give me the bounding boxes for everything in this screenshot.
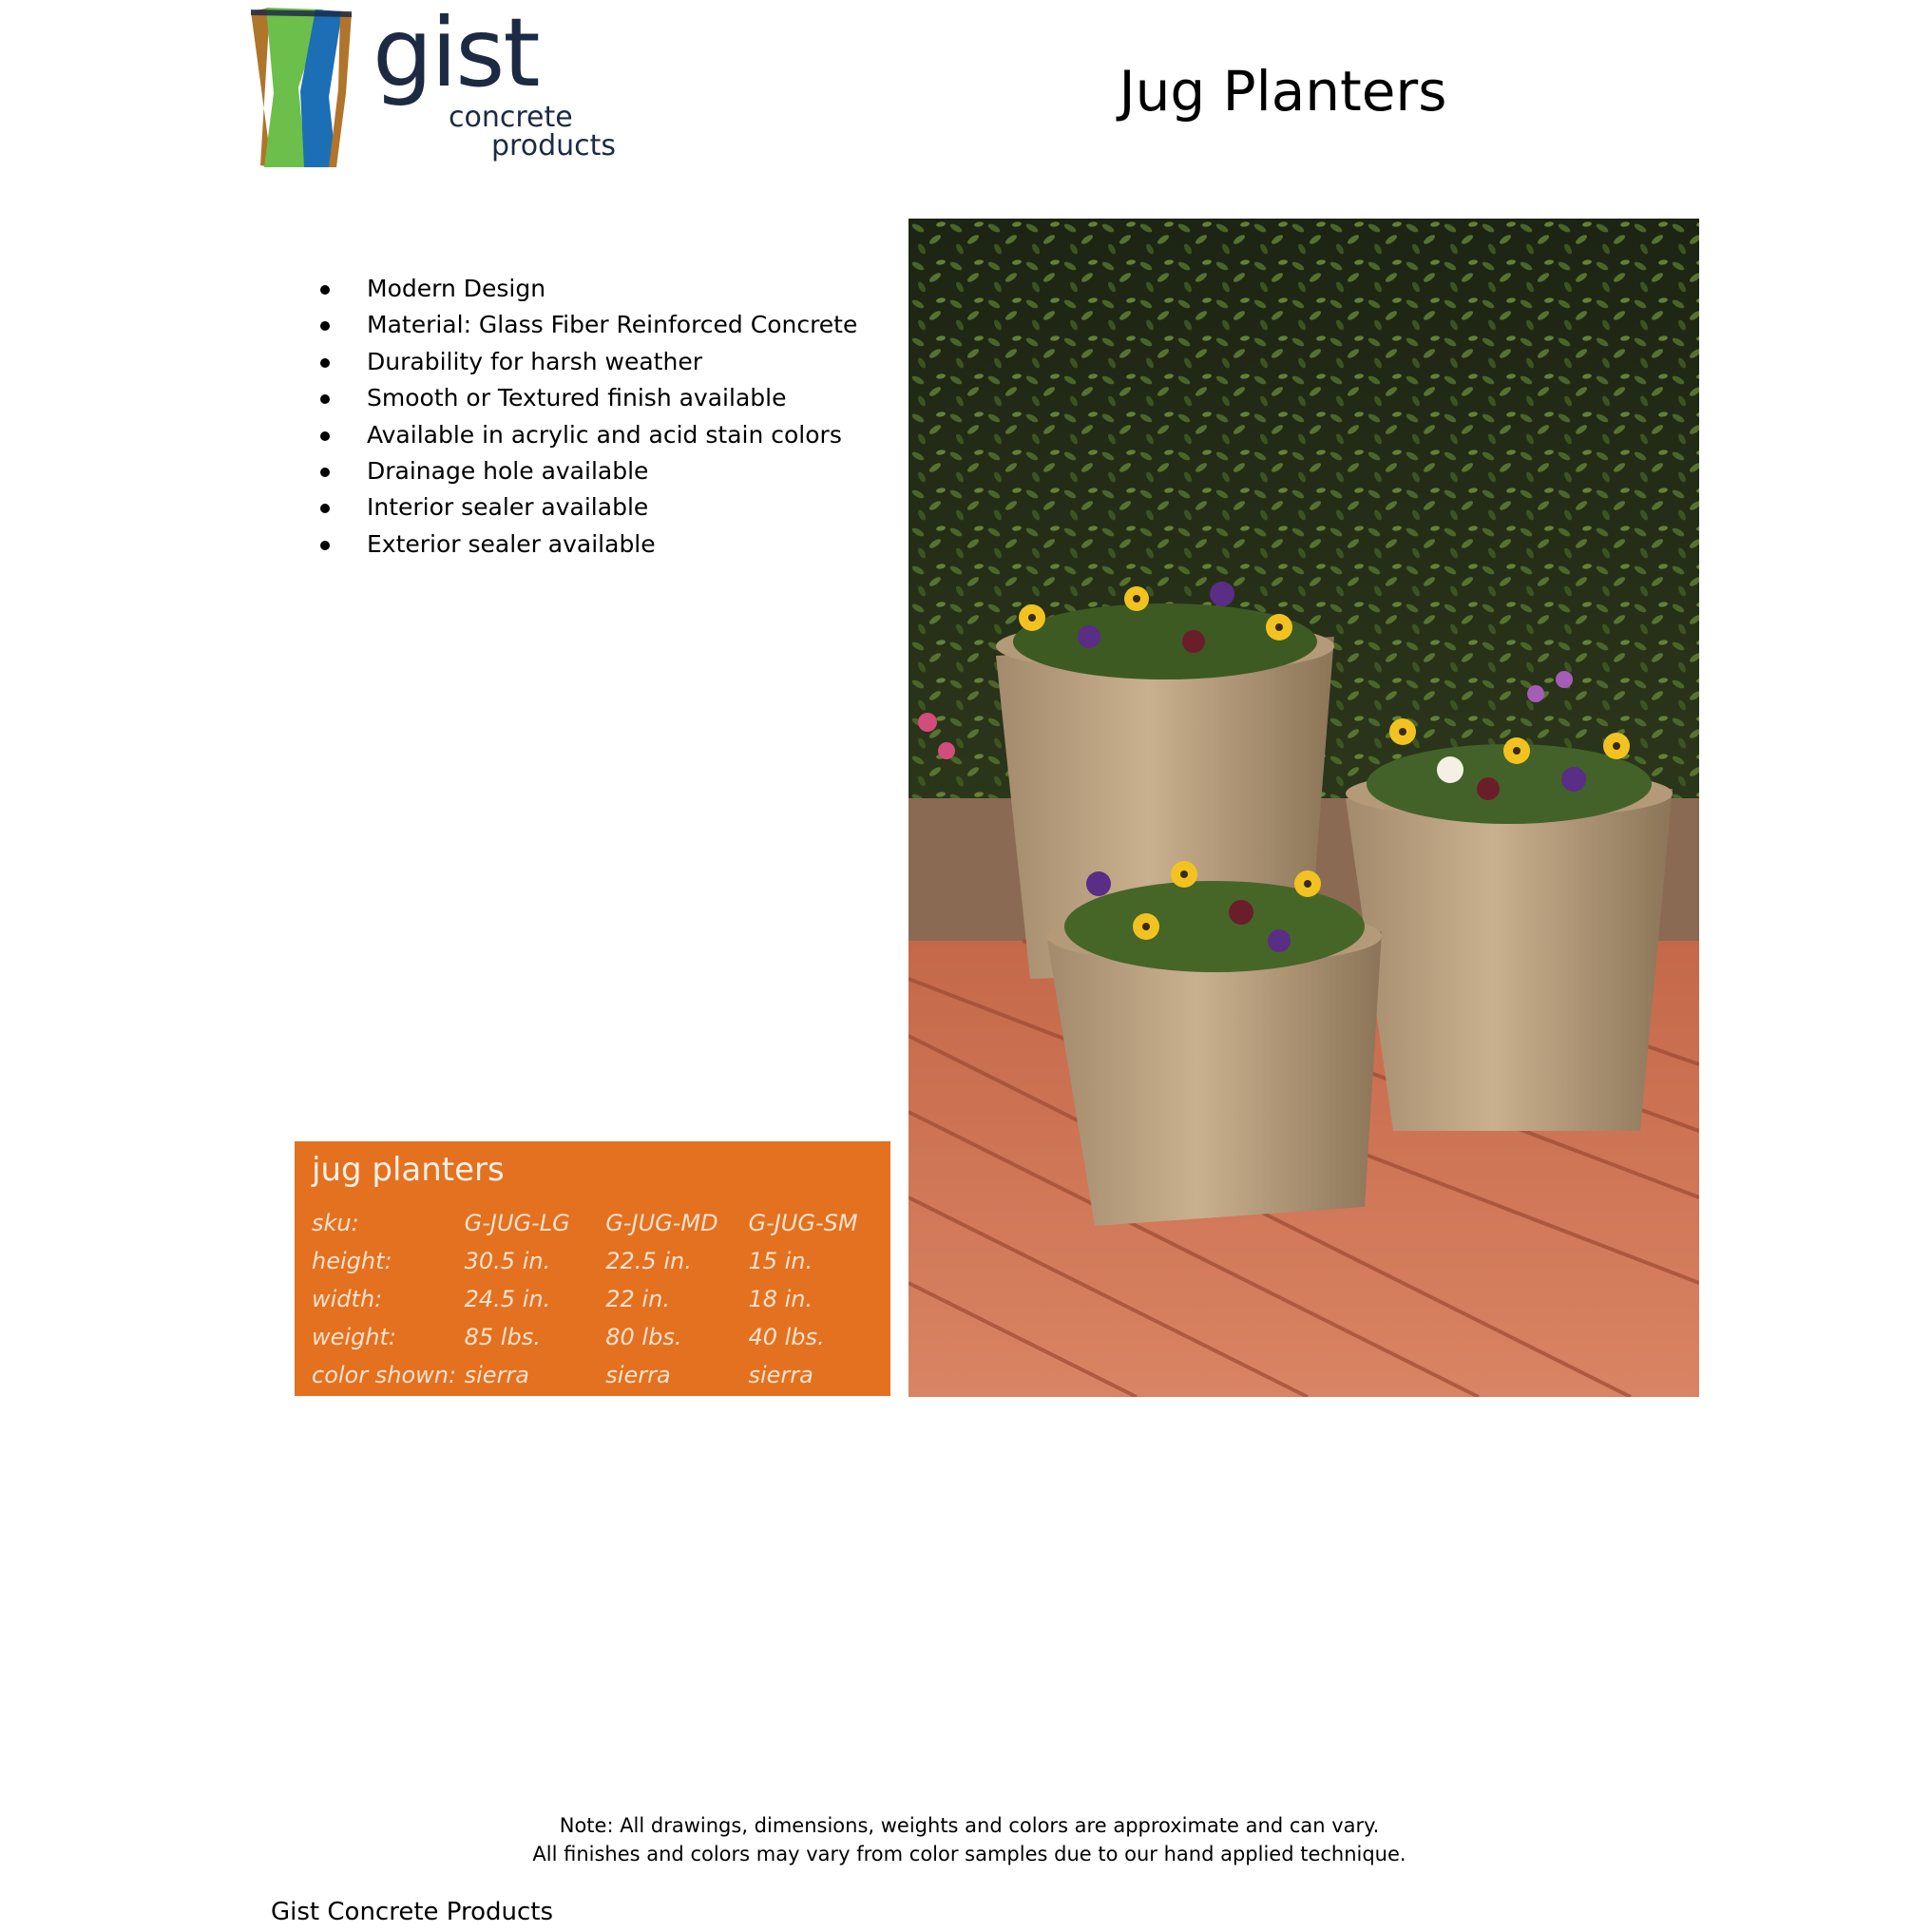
spec-value: G-JUG-MD xyxy=(605,1210,718,1236)
gist-logo-mark xyxy=(249,6,358,172)
spec-row-weight xyxy=(312,1318,890,1356)
spec-label: sku: xyxy=(312,1210,359,1236)
note-line-2: All finishes and colors may vary from color samples due to our hand applied technique. xyxy=(532,1843,1406,1865)
spec-value: 22 in. xyxy=(605,1286,670,1312)
product-photo xyxy=(909,219,1699,1397)
gist-logo xyxy=(249,0,617,172)
note-line-1: Note: All drawings, dimensions, weights and colors are approximate and can vary. xyxy=(559,1814,1380,1837)
disclaimer-note xyxy=(513,1811,1425,1868)
feature-item: Exterior sealer available xyxy=(314,526,857,563)
spec-value: G-JUG-LG xyxy=(464,1210,570,1236)
spec-value: 40 lbs. xyxy=(748,1324,825,1350)
spec-table xyxy=(312,1204,890,1394)
spec-label: height: xyxy=(312,1248,392,1274)
spec-value: sierra xyxy=(605,1362,671,1388)
spec-value: sierra xyxy=(464,1362,530,1388)
feature-item: Durability for harsh weather xyxy=(314,344,857,380)
page-title: Jug Planters xyxy=(1119,59,1447,124)
footer-company-name: Gist Concrete Products xyxy=(271,1898,554,1926)
spec-value: 80 lbs. xyxy=(605,1324,682,1350)
spec-row-sku xyxy=(312,1204,890,1242)
spec-row-color xyxy=(312,1356,890,1394)
feature-item: Modern Design xyxy=(314,271,857,307)
spec-value: 22.5 in. xyxy=(605,1248,692,1274)
spec-label: weight: xyxy=(312,1324,397,1350)
spec-label: width: xyxy=(312,1286,383,1312)
spec-value: G-JUG-SM xyxy=(748,1210,858,1236)
spec-value: 24.5 in. xyxy=(464,1286,551,1312)
logo-tagline-products: products xyxy=(491,129,617,163)
feature-item: Drainage hole available xyxy=(314,453,857,489)
spec-value: 18 in. xyxy=(748,1286,813,1312)
feature-list xyxy=(314,271,857,563)
spec-value: 30.5 in. xyxy=(464,1248,551,1274)
spec-label: color shown: xyxy=(312,1362,457,1388)
spec-value: 15 in. xyxy=(748,1248,813,1274)
spec-box xyxy=(295,1141,890,1396)
spec-row-height xyxy=(312,1242,890,1280)
spec-value: 85 lbs. xyxy=(464,1324,541,1350)
feature-item: Material: Glass Fiber Reinforced Concrete xyxy=(314,307,857,343)
spec-row-width xyxy=(312,1280,890,1318)
logo-tagline-concrete: concrete xyxy=(449,101,573,134)
feature-item: Interior sealer available xyxy=(314,489,857,526)
spec-box-title: jug planters xyxy=(312,1151,505,1189)
logo-wordmark: gist xyxy=(373,0,539,108)
feature-item: Available in acrylic and acid stain colors xyxy=(314,417,857,453)
feature-item: Smooth or Textured finish available xyxy=(314,380,857,416)
spec-value: sierra xyxy=(748,1362,813,1388)
